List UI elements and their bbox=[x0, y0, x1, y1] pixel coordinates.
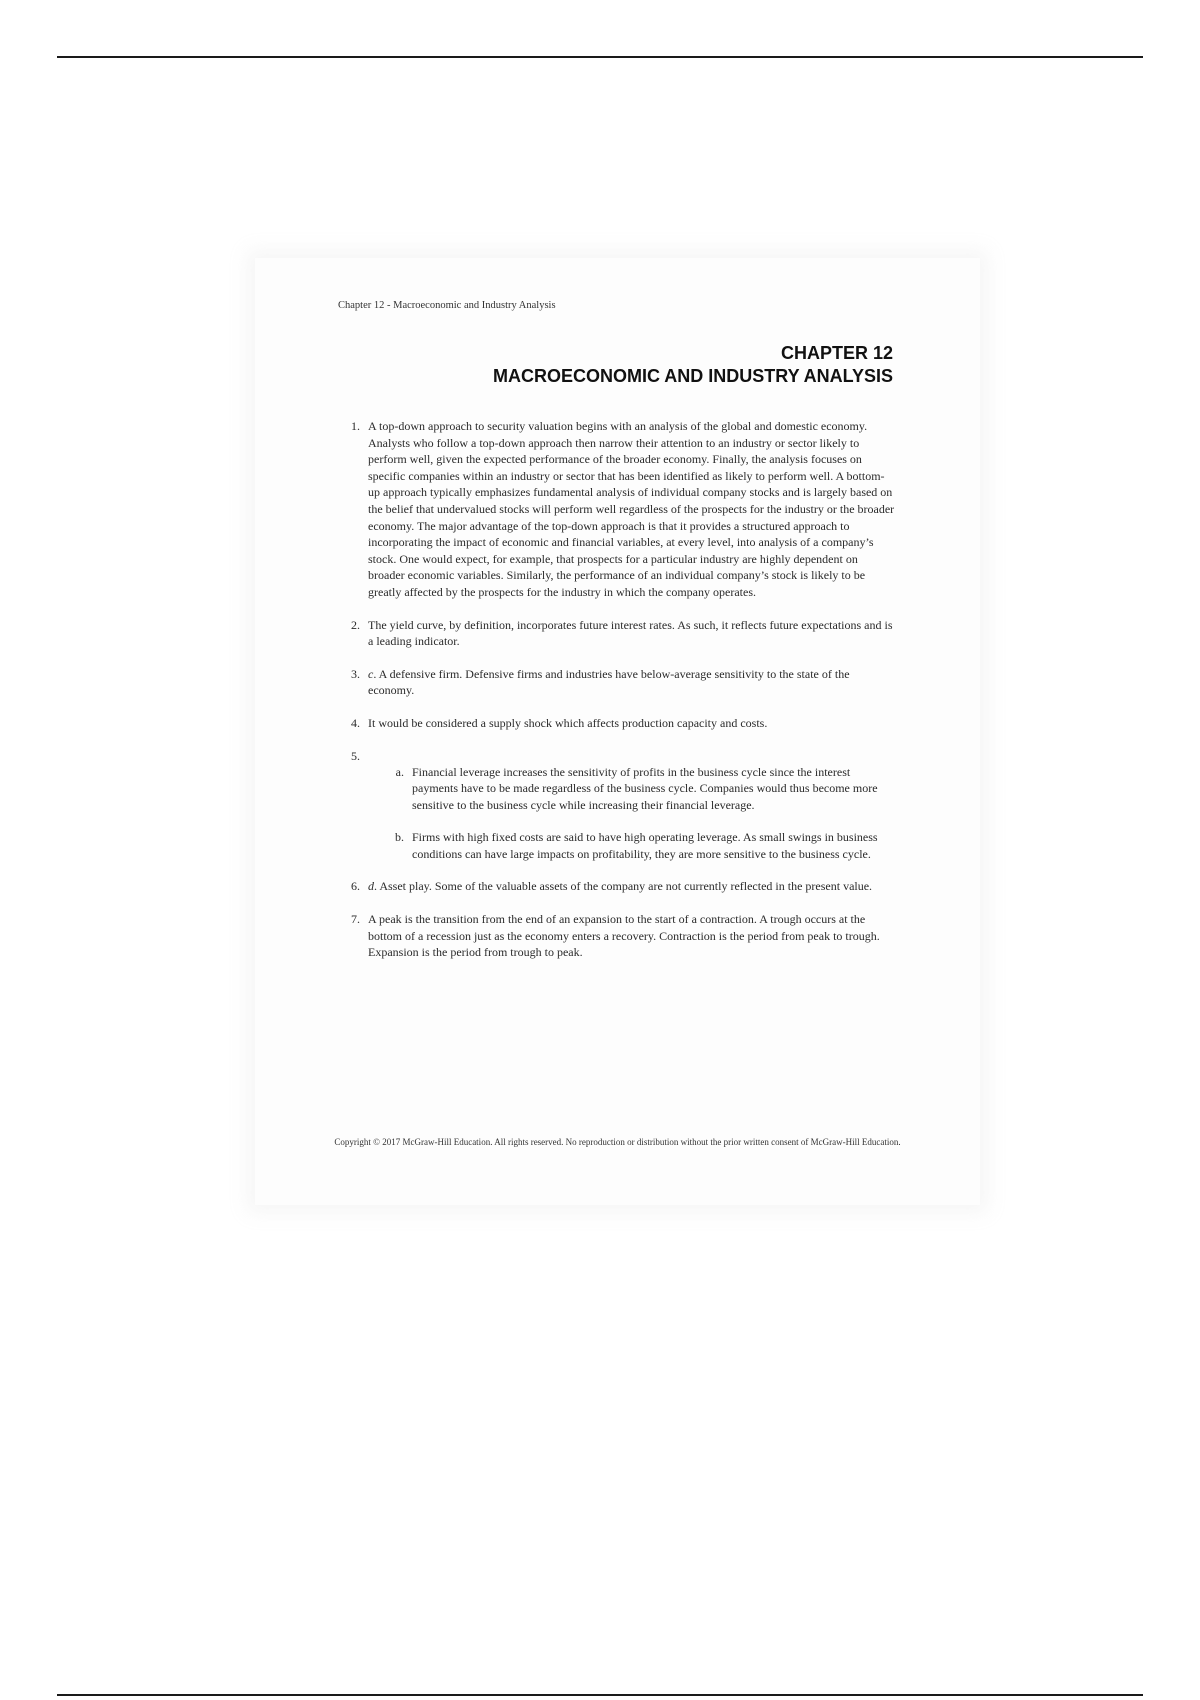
chapter-label: CHAPTER 12 bbox=[780, 343, 893, 363]
answer-text: A top-down approach to security valuation begins with an analysis of the global and domestic economy. Analysts who follow a top-down approach then narrow their attention to an industry or sector likely to perform well, given the expected performance of the broader economy. Finally, the analysis focuses on specific companies within an industry or sector that has been identified as likely to perform well. A bottom-up approach typically emphasizes fundamental analysis of individual company stocks and is largely based on the belief that undervalued stocks will perform well regardless of the prospects for the industry or the broader economy. The major advantage of the top-down approach is that it provides a structured approach to incorporating the impact of economic and financial variables, at every level, into analysis of a company’s stock. One would expect, for example, that prospects for a particular industry are highly dependent on broader economic variables. Similarly, the performance of an individual company’s stock is likely to be greatly affected by the prospects for the industry in which the company operates. bbox=[368, 419, 895, 599]
answer-item bbox=[338, 418, 896, 601]
running-head: Chapter 12 - Macroeconomic and Industry Analysis bbox=[338, 300, 556, 311]
sub-answer-item bbox=[382, 764, 896, 814]
answer-text: . A defensive firm. Defensive firms and industries have below-average sensitivity to the state of the economy. bbox=[368, 666, 850, 698]
answer-choice-letter: d bbox=[368, 879, 374, 894]
answer-text: It would be considered a supply shock which affects production capacity and costs. bbox=[368, 715, 768, 730]
sub-answer-item bbox=[382, 829, 896, 862]
answer-item bbox=[338, 911, 896, 961]
chapter-heading bbox=[493, 342, 893, 388]
top-divider bbox=[57, 56, 1143, 58]
answer-item bbox=[338, 715, 896, 732]
answer-number: 1. bbox=[351, 419, 360, 433]
answer-list bbox=[338, 418, 896, 977]
answer-number: 3. bbox=[351, 666, 360, 681]
answer-number: 7. bbox=[351, 912, 360, 927]
copyright-notice: Copyright © 2017 McGraw-Hill Education. All rights reserved. No reproduction or distribution without the prior written consent of McGraw-Hill Education. bbox=[334, 1137, 901, 1147]
sub-answer-letter: b. bbox=[395, 830, 404, 845]
sub-answer-letter: a. bbox=[395, 764, 404, 779]
answer-text: A peak is the transition from the end of an expansion to the start of a contraction. A trough occurs at the bottom of a recession just as the economy enters a recovery. Contraction is the period from peak to trough. Expansion is the period from trough to peak. bbox=[368, 912, 880, 960]
sub-answer-text: Financial leverage increases the sensitivity of profits in the business cycle since the interest payments have to be made regardless of the business cycle. Companies would thus become more sensitive to the business cycle while increasing their financial leverage. bbox=[412, 764, 878, 812]
answer-item bbox=[338, 617, 896, 650]
answer-text: . Asset play. Some of the valuable assets of the company are not currently reflected in the present value. bbox=[374, 879, 873, 894]
answer-body bbox=[368, 748, 896, 879]
answer-body bbox=[368, 666, 896, 699]
answer-choice-letter: c bbox=[368, 666, 374, 681]
answer-number: 2. bbox=[351, 617, 360, 632]
bottom-divider bbox=[57, 1694, 1143, 1696]
answer-item bbox=[338, 748, 896, 879]
chapter-title: MACROECONOMIC AND INDUSTRY ANALYSIS bbox=[492, 366, 893, 386]
answer-text: The yield curve, by definition, incorporates future interest rates. As such, it reflects future expectations and is a leading indicator. bbox=[368, 617, 893, 649]
sub-answer-list bbox=[382, 764, 896, 863]
answer-body bbox=[368, 878, 896, 895]
answer-item bbox=[338, 878, 896, 895]
answer-number: 6. bbox=[351, 879, 360, 894]
sub-answer-text: Firms with high fixed costs are said to have high operating leverage. As small swings in business conditions can have large impacts on profitability, they are more sensitive to the business cycle. bbox=[412, 830, 878, 861]
answer-number: 4. bbox=[351, 715, 360, 730]
document-page bbox=[255, 258, 980, 1205]
answer-item bbox=[338, 666, 896, 699]
answer-number: 5. bbox=[351, 748, 360, 763]
